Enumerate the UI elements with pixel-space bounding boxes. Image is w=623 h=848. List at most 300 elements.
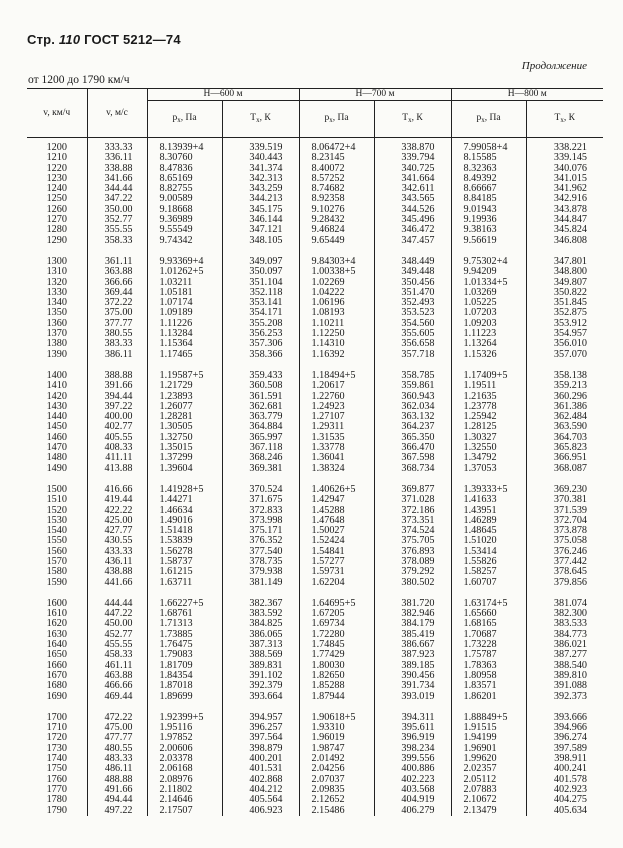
speed-kmh-cell: 1690 [46, 691, 67, 702]
table-row [27, 516, 603, 526]
temperature-cell: 398.234 [374, 744, 451, 754]
temperature-cell: 369.877 [374, 485, 451, 495]
table-row [27, 433, 603, 443]
pressure-cell: 8.47836 [147, 164, 222, 174]
temperature-cell: 350.097 [222, 267, 299, 277]
pressure-cell: 1.53414 [451, 547, 526, 557]
pressure-cell: 9.84303+4 [299, 257, 374, 267]
pressure-cell: 9.28432 [299, 215, 374, 225]
pressure-cell: 1.63174+5 [451, 599, 526, 609]
speed-kmh-cell: 1380 [46, 339, 67, 350]
group-spacer [27, 474, 603, 485]
temperature-cell: 348.449 [374, 257, 451, 267]
temperature-cell: 343.878 [526, 205, 603, 215]
speed-ms-cell: 450.00 [87, 619, 147, 629]
speed-kmh-cell: 1500 [46, 484, 67, 495]
pressure-cell: 1.10211 [299, 319, 374, 329]
pressure-cell: 1.59731 [299, 567, 374, 577]
pressure-cell: 9.65449 [299, 236, 374, 246]
temperature-cell: 370.524 [222, 485, 299, 495]
speed-ms-cell: 466.66 [87, 681, 147, 691]
temperature-cell: 356.010 [526, 339, 603, 349]
temperature-cell: 340.443 [222, 153, 299, 163]
speed-ms-cell: 486.11 [87, 764, 147, 774]
temperature-cell: 341.015 [526, 174, 603, 184]
temperature-cell: 371.028 [374, 495, 451, 505]
speed-ms-cell: 494.44 [87, 795, 147, 805]
temperature-cell: 398.879 [222, 744, 299, 754]
pressure-cell: 1.39333+5 [451, 485, 526, 495]
speed-kmh-cell: 1650 [46, 650, 67, 661]
table-row [27, 350, 603, 360]
pressure-cell: 1.61215 [147, 567, 222, 577]
speed-kmh-cell: 1720 [46, 733, 67, 744]
temperature-cell: 343.259 [222, 184, 299, 194]
pressure-cell: 9.93369+4 [147, 257, 222, 267]
speed-kmh-cell: 1530 [46, 515, 67, 526]
page-header [27, 32, 181, 47]
temperature-cell: 367.118 [222, 443, 299, 453]
temperature-cell: 360.296 [526, 392, 603, 402]
speed-kmh-cell: 1660 [46, 660, 67, 671]
temperature-cell: 406.279 [374, 806, 451, 816]
speed-kmh-cell: 1590 [46, 577, 67, 588]
temperature-cell: 363.132 [374, 412, 451, 422]
speed-kmh-cell: 1450 [46, 422, 67, 433]
temperature-cell: 377.442 [526, 557, 603, 567]
temperature-cell: 373.998 [222, 516, 299, 526]
pressure-cell: 1.37053 [451, 464, 526, 474]
speed-ms-cell: 402.77 [87, 422, 147, 432]
pressure-cell: 1.42947 [299, 495, 374, 505]
pressure-cell: 1.27107 [299, 412, 374, 422]
temperature-cell: 363.590 [526, 422, 603, 432]
pressure-cell: 1.41633 [451, 495, 526, 505]
pressure-cell: 1.78363 [451, 661, 526, 671]
temperature-cell: 345.824 [526, 225, 603, 235]
temperature-cell: 353.523 [374, 308, 451, 318]
page-number: 110 [58, 32, 81, 47]
speed-kmh-cell: 1350 [46, 308, 67, 319]
speed-ms-cell: 475.00 [87, 723, 147, 733]
temperature-cell: 373.878 [526, 526, 603, 536]
pressure-cell: 1.07203 [451, 308, 526, 318]
col-header-temperature: $T_x$, К [222, 101, 299, 138]
pressure-cell: 1.68165 [451, 619, 526, 629]
temperature-cell: 382.946 [374, 609, 451, 619]
table-row [27, 733, 603, 743]
pressure-cell: 1.21729 [147, 381, 222, 391]
pressure-cell: 1.01262+5 [147, 267, 222, 277]
temperature-cell: 387.277 [526, 650, 603, 660]
temperature-cell: 352.493 [374, 298, 451, 308]
pressure-cell: 1.00338+5 [299, 267, 374, 277]
temperature-cell: 388.569 [222, 650, 299, 660]
temperature-cell: 393.666 [526, 713, 603, 723]
pressure-cell: 1.67205 [299, 609, 374, 619]
speed-kmh-cell: 1670 [46, 670, 67, 681]
speed-kmh-cell: 1410 [46, 381, 67, 392]
temperature-cell: 339.145 [526, 153, 603, 163]
pressure-cell: 1.77429 [299, 650, 374, 660]
pressure-cell: 8.06472+4 [299, 138, 374, 154]
table-row [27, 392, 603, 402]
speed-ms-cell: 380.55 [87, 329, 147, 339]
temperature-cell: 391.102 [222, 671, 299, 681]
temperature-cell: 396.919 [374, 733, 451, 743]
pressure-cell: 1.83571 [451, 681, 526, 691]
temperature-cell: 364.884 [222, 422, 299, 432]
speed-ms-cell: 480.55 [87, 744, 147, 754]
speed-ms-cell: 341.66 [87, 174, 147, 184]
pressure-cell: 1.89699 [147, 692, 222, 702]
speed-ms-cell: 441.66 [87, 578, 147, 588]
temperature-cell: 394.311 [374, 713, 451, 723]
pressure-cell: 1.30327 [451, 433, 526, 443]
temperature-cell: 382.300 [526, 609, 603, 619]
pressure-cell: 1.23893 [147, 392, 222, 402]
speed-ms-cell: 377.77 [87, 319, 147, 329]
table-row [27, 775, 603, 785]
temperature-cell: 362.484 [526, 412, 603, 422]
temperature-cell: 345.496 [374, 215, 451, 225]
pressure-cell: 1.31535 [299, 433, 374, 443]
temperature-cell: 405.564 [222, 795, 299, 805]
temperature-cell: 400.241 [526, 764, 603, 774]
temperature-cell: 372.704 [526, 516, 603, 526]
table-row [27, 578, 603, 588]
col-header-altitude-800: H—800 м [451, 89, 603, 101]
speed-ms-cell: 405.55 [87, 433, 147, 443]
table-row [27, 308, 603, 318]
speed-ms-cell: 413.88 [87, 464, 147, 474]
temperature-cell: 338.221 [526, 138, 603, 154]
pressure-cell: 1.28281 [147, 412, 222, 422]
pressure-cell: 8.92358 [299, 194, 374, 204]
speed-ms-cell: 419.44 [87, 495, 147, 505]
speed-kmh-cell: 1750 [46, 764, 67, 775]
speed-ms-cell: 347.22 [87, 194, 147, 204]
temperature-cell: 377.540 [222, 547, 299, 557]
temperature-cell: 354.560 [374, 319, 451, 329]
temperature-cell: 386.021 [526, 640, 603, 650]
speed-kmh-cell: 1250 [46, 194, 67, 205]
table-row [27, 785, 603, 795]
speed-kmh-cell: 1370 [46, 329, 67, 340]
col-header-altitude-700: H—700 м [299, 89, 451, 101]
temperature-cell: 379.292 [374, 567, 451, 577]
group-spacer [27, 360, 603, 371]
pressure-cell: 1.38324 [299, 464, 374, 474]
temperature-cell: 354.957 [526, 329, 603, 339]
temperature-cell: 367.598 [374, 453, 451, 463]
temperature-cell: 344.213 [222, 194, 299, 204]
temperature-cell: 381.149 [222, 578, 299, 588]
pressure-cell: 1.87944 [299, 692, 374, 702]
pressure-cell: 9.01943 [451, 205, 526, 215]
pressure-cell: 1.24923 [299, 402, 374, 412]
speed-ms-cell: 444.44 [87, 599, 147, 609]
pressure-cell: 1.03269 [451, 288, 526, 298]
temperature-cell: 361.386 [526, 402, 603, 412]
table-row [27, 547, 603, 557]
speed-kmh-cell: 1740 [46, 754, 67, 765]
pressure-cell: 1.97852 [147, 733, 222, 743]
temperature-cell: 359.433 [222, 371, 299, 381]
speed-kmh-cell: 1560 [46, 546, 67, 557]
temperature-cell: 402.223 [374, 775, 451, 785]
temperature-cell: 404.919 [374, 795, 451, 805]
speed-ms-cell: 400.00 [87, 412, 147, 422]
temperature-cell: 348.105 [222, 236, 299, 246]
speed-ms-cell: 469.44 [87, 692, 147, 702]
pressure-cell: 1.93310 [299, 723, 374, 733]
pressure-cell: 2.02357 [451, 764, 526, 774]
temperature-cell: 386.065 [222, 630, 299, 640]
pressure-cell: 1.34792 [451, 453, 526, 463]
speed-ms-cell: 436.11 [87, 557, 147, 567]
temperature-cell: 352.875 [526, 308, 603, 318]
temperature-cell: 349.807 [526, 278, 603, 288]
table-row [27, 402, 603, 412]
temperature-cell: 389.810 [526, 671, 603, 681]
table-row [27, 319, 603, 329]
temperature-cell: 378.089 [374, 557, 451, 567]
table-row [27, 236, 603, 246]
pressure-cell: 1.88849+5 [451, 713, 526, 723]
temperature-cell: 368.734 [374, 464, 451, 474]
pressure-cell: 1.12250 [299, 329, 374, 339]
table-row [27, 671, 603, 681]
temperature-cell: 388.540 [526, 661, 603, 671]
pressure-cell: 1.91515 [451, 723, 526, 733]
temperature-cell: 351.470 [374, 288, 451, 298]
temperature-cell: 354.171 [222, 308, 299, 318]
temperature-cell: 366.951 [526, 453, 603, 463]
temperature-cell: 370.381 [526, 495, 603, 505]
temperature-cell: 375.058 [526, 536, 603, 546]
pressure-cell: 1.69734 [299, 619, 374, 629]
group-spacer [27, 246, 603, 257]
temperature-cell: 351.104 [222, 278, 299, 288]
pressure-cell: 9.38163 [451, 225, 526, 235]
temperature-cell: 356.253 [222, 329, 299, 339]
pressure-cell: 1.01334+5 [451, 278, 526, 288]
pressure-cell: 2.03378 [147, 754, 222, 764]
temperature-cell: 401.531 [222, 764, 299, 774]
table-row [27, 557, 603, 567]
speed-ms-cell: 363.88 [87, 267, 147, 277]
pressure-cell: 8.84185 [451, 194, 526, 204]
temperature-cell: 342.611 [374, 184, 451, 194]
table-row [27, 371, 603, 381]
speed-ms-cell: 427.77 [87, 526, 147, 536]
pressure-cell: 1.94199 [451, 733, 526, 743]
temperature-cell: 400.886 [374, 764, 451, 774]
speed-kmh-cell: 1570 [46, 556, 67, 567]
pressure-cell: 1.33778 [299, 443, 374, 453]
col-header-pressure: $p_x$, Па [299, 101, 374, 138]
pressure-cell: 8.57252 [299, 174, 374, 184]
pressure-cell: 1.53839 [147, 536, 222, 546]
speed-kmh-cell: 1490 [46, 463, 67, 474]
temperature-cell: 365.997 [222, 433, 299, 443]
temperature-cell: 398.911 [526, 754, 603, 764]
speed-ms-cell: 461.11 [87, 661, 147, 671]
pressure-cell: 1.92399+5 [147, 713, 222, 723]
pressure-cell: 1.26077 [147, 402, 222, 412]
pressure-cell: 2.08976 [147, 775, 222, 785]
pressure-cell: 1.19511 [451, 381, 526, 391]
temperature-cell: 356.658 [374, 339, 451, 349]
table-row [27, 536, 603, 546]
pressure-cell: 1.54841 [299, 547, 374, 557]
speed-kmh-cell: 1240 [46, 184, 67, 195]
table-row [27, 329, 603, 339]
temperature-cell: 369.381 [222, 464, 299, 474]
temperature-cell: 376.246 [526, 547, 603, 557]
pressure-cell: 1.21635 [451, 392, 526, 402]
temperature-cell: 368.087 [526, 464, 603, 474]
temperature-cell: 387.923 [374, 650, 451, 660]
pressure-cell: 2.05112 [451, 775, 526, 785]
temperature-cell: 406.923 [222, 806, 299, 816]
pressure-cell: 1.32750 [147, 433, 222, 443]
temperature-cell: 361.591 [222, 392, 299, 402]
pressure-cell: 1.03211 [147, 278, 222, 288]
temperature-cell: 341.664 [374, 174, 451, 184]
temperature-cell: 368.246 [222, 453, 299, 463]
table-row [27, 640, 603, 650]
table-row [27, 288, 603, 298]
temperature-cell: 352.118 [222, 288, 299, 298]
speed-kmh-cell: 1520 [46, 505, 67, 516]
pressure-cell: 1.37299 [147, 453, 222, 463]
pressure-cell: 1.29311 [299, 422, 374, 432]
table-row [27, 609, 603, 619]
temperature-cell: 390.456 [374, 671, 451, 681]
pressure-cell: 1.15364 [147, 339, 222, 349]
pressure-cell: 1.23778 [451, 402, 526, 412]
pressure-cell: 1.09189 [147, 308, 222, 318]
pressure-cell: 1.02269 [299, 278, 374, 288]
speed-ms-cell: 411.11 [87, 453, 147, 463]
temperature-cell: 379.856 [526, 578, 603, 588]
speed-ms-cell: 433.33 [87, 547, 147, 557]
speed-kmh-cell: 1550 [46, 536, 67, 547]
pressure-cell: 9.74342 [147, 236, 222, 246]
pressure-cell: 1.22760 [299, 392, 374, 402]
pressure-cell: 1.49016 [147, 516, 222, 526]
col-header-temperature: $T_x$, К [374, 101, 451, 138]
pressure-cell: 1.95116 [147, 723, 222, 733]
temperature-cell: 348.800 [526, 267, 603, 277]
temperature-cell: 355.605 [374, 329, 451, 339]
speed-ms-cell: 372.22 [87, 298, 147, 308]
pressure-cell: 2.13479 [451, 806, 526, 816]
pressure-cell: 1.44271 [147, 495, 222, 505]
continuation-label: Продолжение [521, 60, 587, 72]
temperature-cell: 375.171 [222, 526, 299, 536]
temperature-cell: 342.916 [526, 194, 603, 204]
table-row [27, 339, 603, 349]
temperature-cell: 389.831 [222, 661, 299, 671]
speed-ms-cell: 452.77 [87, 630, 147, 640]
speed-kmh-cell: 1730 [46, 743, 67, 754]
temperature-cell: 371.675 [222, 495, 299, 505]
pressure-cell: 1.05225 [451, 298, 526, 308]
temperature-cell: 385.419 [374, 630, 451, 640]
pressure-cell: 1.62204 [299, 578, 374, 588]
pressure-cell: 1.96901 [451, 744, 526, 754]
speed-kmh-cell: 1480 [46, 453, 67, 464]
temperature-cell: 343.565 [374, 194, 451, 204]
temperature-cell: 350.456 [374, 278, 451, 288]
pressure-cell: 1.76475 [147, 640, 222, 650]
temperature-cell: 358.366 [222, 350, 299, 360]
table-row [27, 412, 603, 422]
table-row [27, 464, 603, 474]
temperature-cell: 363.779 [222, 412, 299, 422]
table-row [27, 506, 603, 516]
speed-ms-cell: 375.00 [87, 308, 147, 318]
table-row [27, 713, 603, 723]
speed-ms-cell: 438.88 [87, 567, 147, 577]
table-row [27, 754, 603, 764]
pressure-cell: 1.96019 [299, 733, 374, 743]
temperature-cell: 395.611 [374, 723, 451, 733]
pressure-cell: 2.15486 [299, 806, 374, 816]
pressure-cell: 1.40626+5 [299, 485, 374, 495]
speed-ms-cell: 369.44 [87, 288, 147, 298]
speed-ms-cell: 497.22 [87, 806, 147, 816]
pressure-cell: 1.58737 [147, 557, 222, 567]
temperature-cell: 397.564 [222, 733, 299, 743]
temperature-cell: 347.457 [374, 236, 451, 246]
col-header-pressure: $p_x$, Па [147, 101, 222, 138]
pressure-cell: 1.98747 [299, 744, 374, 754]
speed-kmh-cell: 1580 [46, 567, 67, 578]
temperature-cell: 353.912 [526, 319, 603, 329]
pressure-cell: 1.51418 [147, 526, 222, 536]
col-header-altitude-600: H—600 м [147, 89, 299, 101]
temperature-cell: 360.943 [374, 392, 451, 402]
pressure-cell: 1.84354 [147, 671, 222, 681]
speed-ms-cell: 477.77 [87, 733, 147, 743]
pressure-cell: 1.80958 [451, 671, 526, 681]
pressure-cell: 1.18494+5 [299, 371, 374, 381]
speed-kmh-cell: 1390 [46, 349, 67, 360]
pressure-cell: 1.19587+5 [147, 371, 222, 381]
temperature-cell: 379.938 [222, 567, 299, 577]
col-header-temperature: $T_x$, К [526, 101, 603, 138]
pressure-cell: 2.17507 [147, 806, 222, 816]
table-row [27, 153, 603, 163]
table-row [27, 257, 603, 267]
temperature-cell: 393.019 [374, 692, 451, 702]
speed-kmh-cell: 1300 [46, 256, 67, 267]
pressure-cell: 1.64695+5 [299, 599, 374, 609]
pressure-cell: 9.55549 [147, 225, 222, 235]
pressure-cell: 9.19936 [451, 215, 526, 225]
temperature-cell: 339.794 [374, 153, 451, 163]
temperature-cell: 389.185 [374, 661, 451, 671]
temperature-cell: 381.074 [526, 599, 603, 609]
speed-ms-cell: 350.00 [87, 205, 147, 215]
col-header-pressure: $p_x$, Па [451, 101, 526, 138]
table-body [27, 138, 603, 816]
table-row [27, 495, 603, 505]
